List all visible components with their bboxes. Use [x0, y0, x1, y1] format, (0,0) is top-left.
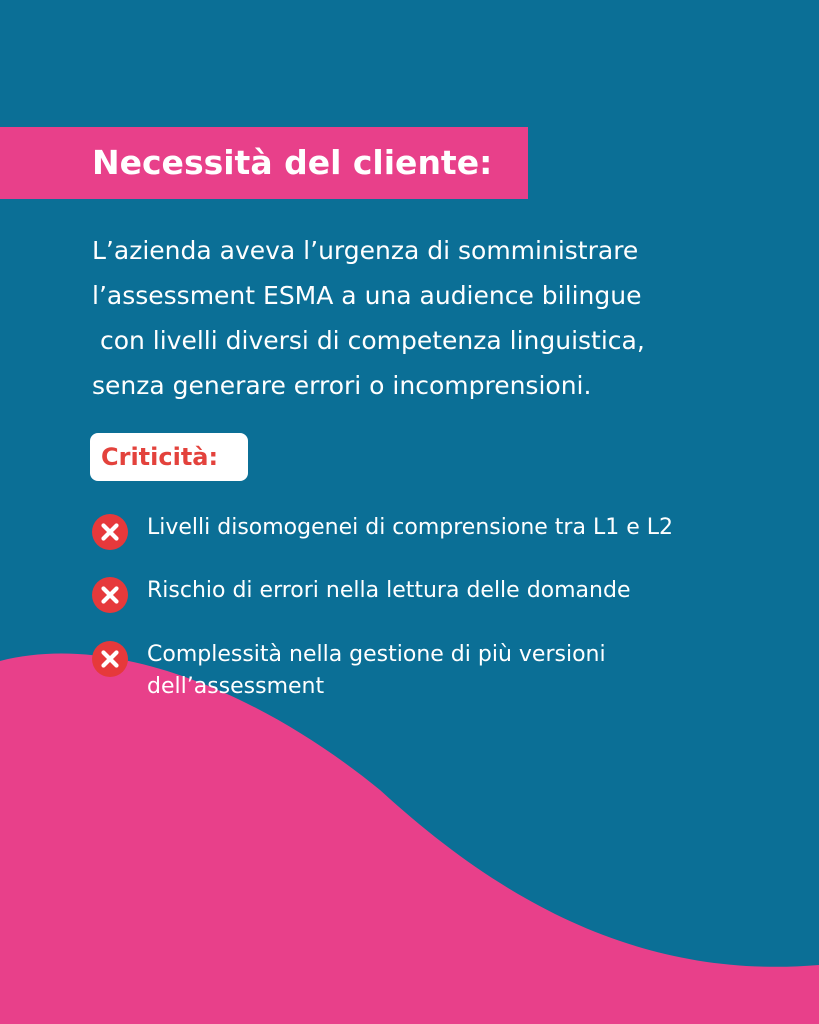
intro-paragraph: [92, 228, 782, 408]
criticita-label: Criticità:: [101, 443, 219, 471]
issue-text: Complessità nella gestione di più versioni: [147, 642, 606, 667]
cross-mark-icon: [92, 577, 128, 613]
intro-line: l’assessment ESMA a una audience bilingue: [92, 281, 642, 310]
page-title: Necessità del cliente:: [92, 143, 493, 182]
issue-text: Livelli disomogenei di comprensione tra L1 e L2: [147, 515, 673, 540]
intro-line: L’azienda aveva l’urgenza di somministrare: [92, 236, 639, 265]
issue-text: Rischio di errori nella lettura delle domande: [147, 578, 631, 603]
issue-text: dell’assessment: [147, 674, 325, 699]
cross-mark-icon: [92, 641, 128, 677]
intro-line: con livelli diversi di competenza linguistica,: [92, 326, 645, 355]
intro-line: senza generare errori o incomprensioni.: [92, 371, 592, 400]
cross-mark-icon: [92, 514, 128, 550]
criticita-badge: [90, 433, 248, 481]
